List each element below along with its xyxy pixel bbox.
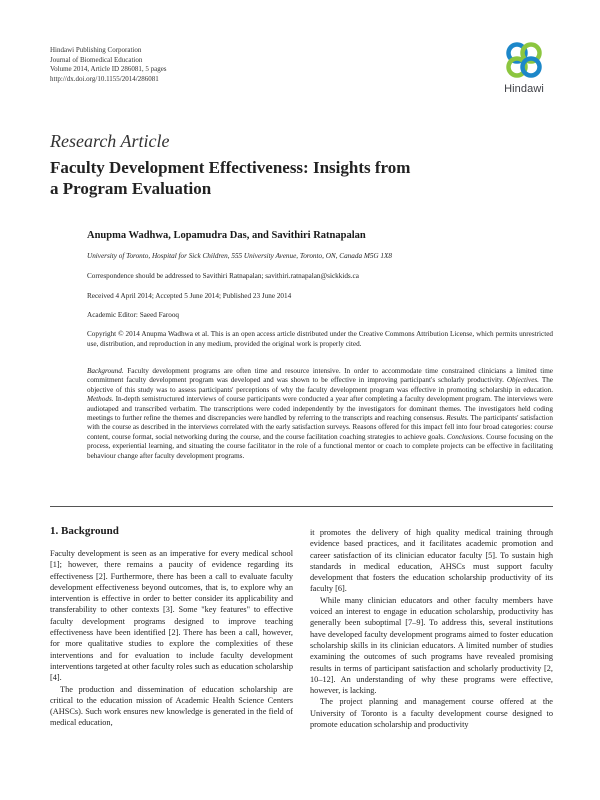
correspondence: Correspondence should be addressed to Savithiri Ratnapalan; savithiri.ratnapalan@sickkids.ca (87, 272, 359, 280)
journal-name: Journal of Biomedical Education (50, 55, 143, 64)
abstract-background: Faculty development programs are often time and resource intensive. In order to accommodate time constrained clinicians a limited time commitment faculty development program was developed and was shown to be effective in improving participant's scholarly productivity. (87, 367, 553, 385)
section-divider (50, 506, 553, 507)
body-paragraph: it promotes the delivery of high quality medical training through evidence based practices, and it facilitates academic promotion and career satisfaction of its clinician educator faculty [5]. To sustain high standards in medical education, AHSCs must support faculty development that fosters the education scholarship productivity of its faculty [6]. (310, 528, 553, 594)
publication-info (50, 46, 350, 84)
hindawi-logo-icon (502, 38, 546, 82)
abstract-results-label: Results. (446, 414, 469, 423)
publisher-name: Hindawi Publishing Corporation (50, 46, 142, 54)
title-line: a Program Evaluation (50, 179, 212, 198)
article-type: Research Article (50, 131, 170, 151)
section-heading: 1. Background (50, 525, 119, 537)
academic-editor: Academic Editor: Saeed Farooq (87, 311, 180, 319)
doi-link[interactable]: http://dx.doi.org/10.1155/2014/286081 (50, 74, 159, 83)
article-title (50, 157, 530, 199)
body-paragraph: The project planning and management course offered at the University of Toronto is a faculty development course designed to promote education scholarship and productivity (310, 697, 553, 730)
volume-info: Volume 2014, Article ID 286081, 5 pages (50, 65, 167, 73)
abstract-results: The participants' satisfaction with the course as described in the interviews correlated with the early satisfaction surveys. Reasons offered for this impact fell into four broad categories: course content, course format, social networking during the course, and the course facilitation coaching strategies to achieve goals. (87, 414, 553, 441)
body-column-right (310, 527, 553, 730)
abstract-methods-label: Methods. (87, 395, 114, 404)
publication-dates: Received 4 April 2014; Accepted 5 June 2014; Published 23 June 2014 (87, 292, 292, 300)
abstract-conclusions-label: Conclusions. (446, 432, 485, 441)
abstract-background-label: Background. (87, 367, 124, 375)
author-list: Anupma Wadhwa, Lopamudra Das, and Savithiri Ratnapalan (87, 230, 366, 241)
title-line: Faculty Development Effectiveness: Insights from (50, 158, 411, 177)
body-paragraph: While many clinician educators and other faculty members have voiced an interest to engage in education scholarship, productivity has generally been suboptimal [7–9]. To address this, several institutions have developed faculty development programs aimed to foster education scholarship skills in its clinician educators. A limited number of studies examining the outcomes of such programs have revealed promising results in terms of participant satisfaction and scholarly productivity [2, 10–12]. An understanding of why these programs were effective, however, is lacking. (310, 595, 553, 696)
body-column-left (50, 548, 293, 729)
hindawi-logo-text: Hindawi (504, 83, 544, 95)
abstract-objectives-label: Objectives. (506, 376, 539, 385)
abstract (87, 367, 553, 461)
abstract-objectives: The objective of this study was to assess participants' perceptions of why the faculty development program was effective in promoting scholarship in education. (87, 376, 553, 394)
abstract-methods: In-depth semistructured interviews of course participants were conducted a year after completing a faculty development program. The interviews were audiotaped and transcribed verbatim. The transcriptions were coded independently by the investigators for dominant themes. The investigators held coding meetings to further refine the themes and discrepancies were handled by referring to the transcripts and reaching consensus. (87, 395, 553, 423)
body-paragraph: Faculty development is seen as an imperative for every medical school [1]; however, there remains a paucity of evidence regarding its effectiveness [2]. Furthermore, there has been a call to evaluate faculty development effectiveness beyond outcomes, that is, to explore why an intervention is effective in order to better consider its applicability and transferability to other contexts [3]. Some "key features" to effective faculty development programs designed to improve teaching effectiveness have been identified [2]. There has been a call, however, for more qualitative studies to explore the complexities of these interventions and for evaluation to include faculty development interventions targeted at other faculty roles such as education scholarship [4]. (50, 549, 293, 683)
copyright-notice: Copyright © 2014 Anupma Wadhwa et al. This is an open access article distributed under the Creative Commons Attribution License, which permits unrestricted use, distribution, and reproduction in any medium, provided the original work is properly cited. (87, 330, 553, 348)
hindawi-logo (494, 38, 554, 108)
abstract-conclusions: Course focusing on the process, experiential learning, and situating the course facilitator in the role of a functional mentor or coach to complete projects can be effective in facilitating behaviour change after faculty development programs. (87, 432, 553, 460)
affiliation: University of Toronto, Hospital for Sick Children, 555 University Avenue, Toronto, ON, Canada M5G 1X8 (87, 252, 392, 260)
body-paragraph: The production and dissemination of education scholarship are critical to the education mission of Academic Health Science Centers (AHSCs). Such work ensures new knowledge is generated in the field of medical education, (50, 684, 293, 728)
